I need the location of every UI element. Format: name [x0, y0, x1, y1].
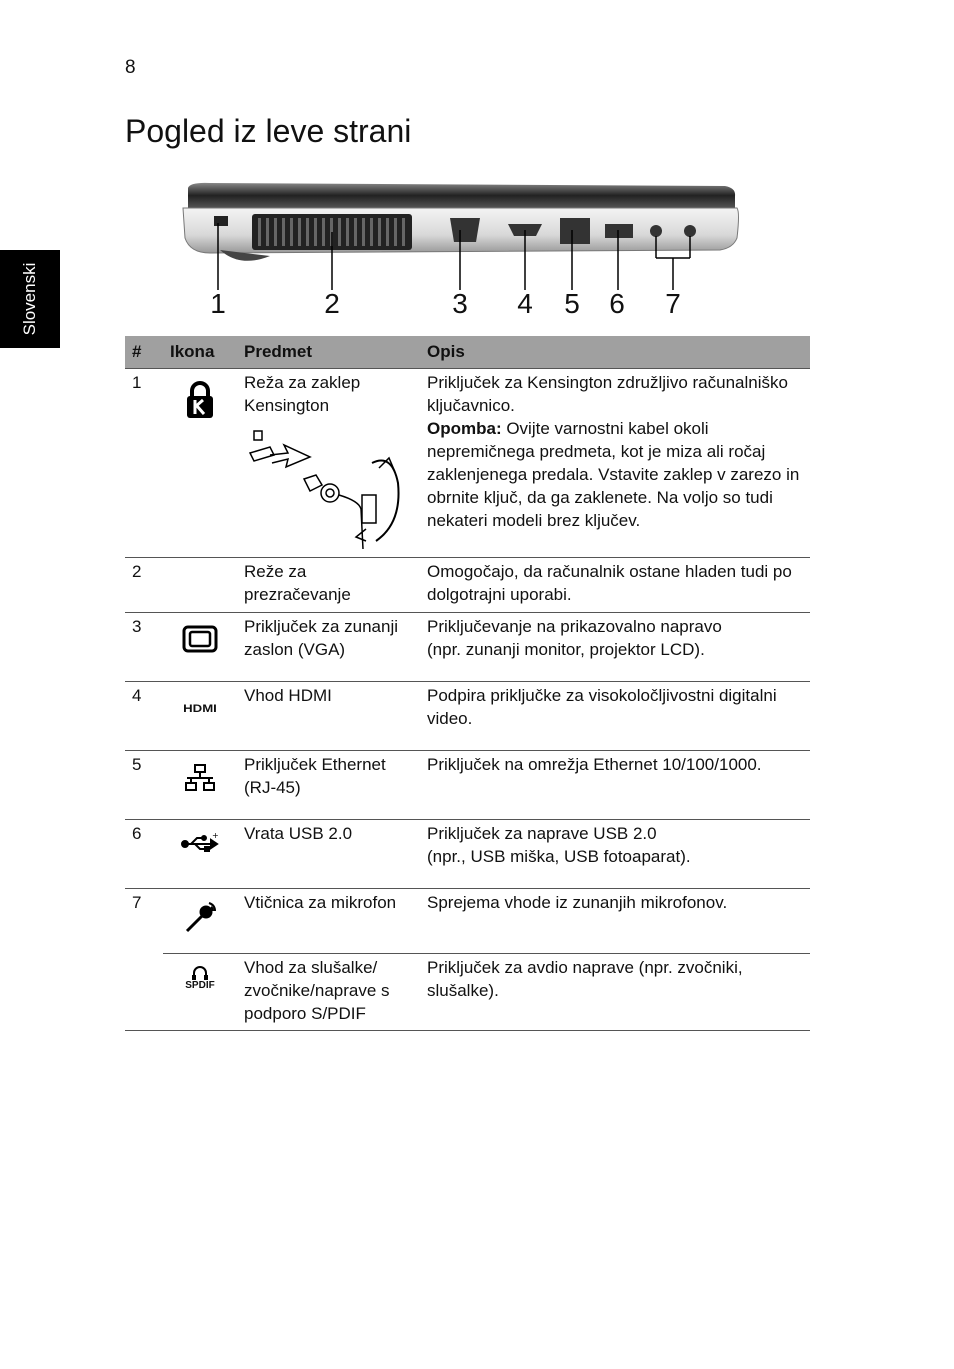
- row-icon-cell: [163, 558, 237, 613]
- row-item: Vrata USB 2.0: [237, 820, 420, 889]
- row-icon-cell: [163, 889, 237, 954]
- row-desc-text: Priključek za Kensington združljivo računalniško ključavnico.: [427, 373, 788, 415]
- row-item: Reže za prezračevanje: [237, 558, 420, 613]
- row-num: 5: [125, 751, 163, 820]
- row-num: 7: [125, 889, 163, 1031]
- callout-4: 4: [517, 288, 533, 319]
- note-label: Opomba:: [427, 419, 502, 438]
- callout-3: 3: [452, 288, 468, 319]
- row-desc: Sprejema vhode iz zunanjih mikrofonov.: [420, 889, 810, 954]
- row-desc: Priključek za avdio naprave (npr. zvočniki, slušalke).: [420, 954, 810, 1031]
- row-desc-text: Priključevanje na prikazovalno napravo: [427, 617, 722, 636]
- ethernet-icon: [183, 763, 217, 793]
- header-icon: Ikona: [163, 336, 237, 369]
- table-row: [125, 369, 810, 558]
- language-side-tab: [0, 250, 60, 348]
- row-num: 6: [125, 820, 163, 889]
- header-num: #: [125, 336, 163, 369]
- table-row: [125, 954, 810, 1031]
- ethernet-port: [560, 218, 590, 244]
- spdif-label: SPDIF: [185, 980, 215, 991]
- header-desc: Opis: [420, 336, 810, 369]
- row-item: Priključek za zunanji zaslon (VGA): [237, 613, 420, 682]
- row-desc: Podpira priključke za visokoločljivostni digitalni video.: [420, 682, 810, 751]
- row-desc-text-2: (npr., USB miška, USB fotoaparat).: [427, 847, 691, 866]
- row-desc: Omogočajo, da računalnik ostane hladen tudi po dolgotrajni uporabi.: [420, 558, 810, 613]
- row-icon-cell: [163, 369, 237, 558]
- row-desc-text: Priključek za naprave USB 2.0: [427, 824, 657, 843]
- header-item: Predmet: [237, 336, 420, 369]
- kensington-slot: [214, 216, 228, 226]
- row-item: Vhod za slušalke/ zvočnike/naprave s podporo S/PDIF: [237, 954, 420, 1031]
- row-item: [237, 369, 420, 558]
- row-desc: [420, 369, 810, 558]
- usb-icon: [181, 832, 219, 854]
- row-icon-cell: [163, 820, 237, 889]
- page-number: 8: [125, 57, 136, 78]
- kensington-lock-icon: [185, 381, 215, 419]
- row-desc-text-2: (npr. zunanji monitor, projektor LCD).: [427, 640, 705, 659]
- table-row: [125, 682, 810, 751]
- headphones-icon: [182, 966, 218, 980]
- callout-1: 1: [210, 288, 226, 319]
- row-icon-cell: [163, 751, 237, 820]
- row-item: Priključek Ethernet (RJ-45): [237, 751, 420, 820]
- microphone-jack: [650, 225, 662, 237]
- row-desc: [420, 820, 810, 889]
- svg-text:+: +: [212, 832, 219, 840]
- row-icon-cell: [163, 613, 237, 682]
- row-icon-cell: [163, 954, 237, 1031]
- note-text: Ovijte varnostni kabel okoli nepremičnega predmeta, kot je miza ali ročaj zaklenjenega predala. Vstavite zaklep v zarezo in obrnite ključ, da ga zaklenete. Na voljo so tudi nekateri modeli brez ključev.: [427, 419, 800, 530]
- page-title: Pogled iz leve strani: [125, 113, 412, 149]
- hdmi-icon: HDMI: [183, 703, 217, 715]
- row-desc: [420, 613, 810, 682]
- table-row: [125, 558, 810, 613]
- callout-6: 6: [609, 288, 625, 319]
- row-item: Vtičnica za mikrofon: [237, 889, 420, 954]
- row-num: 4: [125, 682, 163, 751]
- headphone-jack: [684, 225, 696, 237]
- microphone-icon: [183, 901, 217, 935]
- row-num: 3: [125, 613, 163, 682]
- row-icon-cell: [163, 682, 237, 751]
- row-num: 1: [125, 369, 163, 558]
- table-header-row: [125, 336, 810, 369]
- row-item: Vhod HDMI: [237, 682, 420, 751]
- kensington-lock-illustration: [244, 423, 404, 551]
- row-num: 2: [125, 558, 163, 613]
- callout-5: 5: [564, 288, 580, 319]
- row-item-label: Reža za zaklep Kensington: [244, 373, 361, 415]
- side-tab-label: Slovenski: [20, 262, 39, 336]
- callout-2: 2: [324, 288, 340, 319]
- vga-port-icon: [182, 625, 218, 653]
- table-row: [125, 751, 810, 820]
- table-row: [125, 820, 810, 889]
- vga-port: [450, 218, 480, 242]
- usb-port: [605, 224, 633, 238]
- row-desc: Priključek na omrežja Ethernet 10/100/1000.: [420, 751, 810, 820]
- callout-7: 7: [665, 288, 681, 319]
- table-row: [125, 889, 810, 954]
- table-row: [125, 613, 810, 682]
- ports-table: [125, 336, 810, 1031]
